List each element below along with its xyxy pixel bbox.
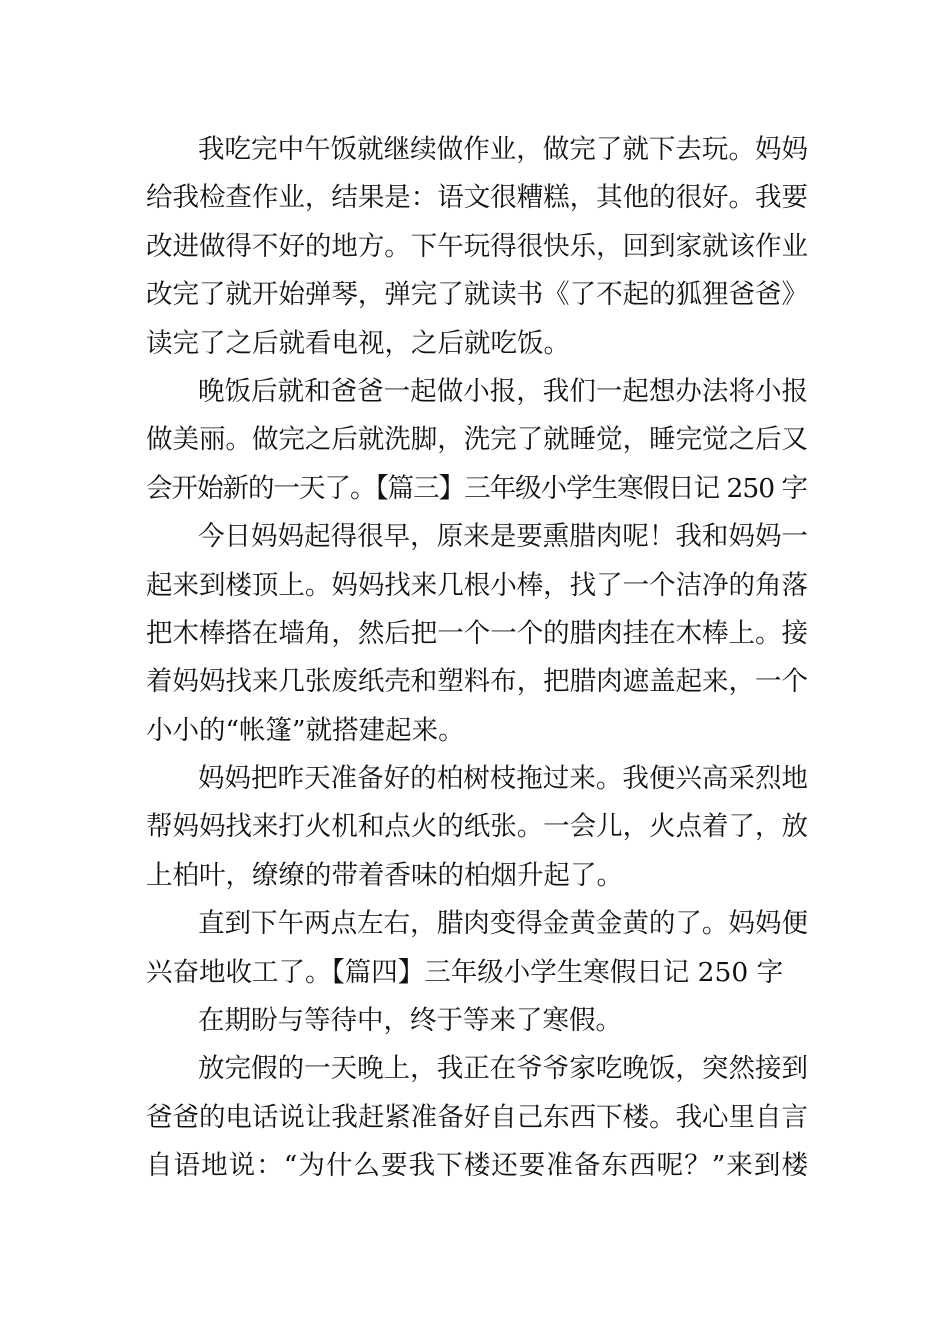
- text-line: 上柏叶，缭缭的带着香味的柏烟升起了。: [146, 859, 623, 891]
- text-line: 晚饭后就和爸爸一起做小报，我们一起想办法将小报: [198, 375, 808, 407]
- text-line: 改进做得不好的地方。下午玩得很快乐，回到家就该作业: [146, 230, 808, 262]
- text-line: 直到下午两点左右，腊肉变得金黄金黄的了。妈妈便: [198, 908, 808, 940]
- text-line: 读完了之后就看电视，之后就吃饭。: [146, 327, 570, 359]
- text-line: 放完假的一天晚上，我正在爷爷家吃晚饭，突然接到: [198, 1053, 808, 1085]
- text-line: 着妈妈找来几张废纸壳和塑料布，把腊肉遮盖起来，一个: [146, 666, 808, 698]
- text-line: 我吃完中午饭就继续做作业，做完了就下去玩。妈妈: [198, 134, 808, 165]
- text-line: 兴奋地收工了。【篇四】三年级小学生寒假日记 250 字: [146, 956, 784, 988]
- text-line: 小小的“帐篷”就搭建起来。: [146, 714, 465, 746]
- text-line: 给我检查作业，结果是：语文很糟糕，其他的很好。我要: [146, 182, 808, 214]
- text-line: 会开始新的一天了。【篇三】三年级小学生寒假日记 250 字: [146, 472, 807, 504]
- text-line: 在期盼与等待中，终于等来了寒假。: [198, 1005, 622, 1037]
- text-line: 自语地说：“为什么要我下楼还要准备东西呢？”来到楼: [146, 1150, 808, 1182]
- body-text: [146, 126, 808, 1191]
- text-line: 做美丽。做完之后就洗脚，洗完了就睡觉，睡完觉之后又: [146, 424, 808, 456]
- text-line: 起来到楼顶上。妈妈找来几根小棒，找了一个洁净的角落: [146, 569, 808, 601]
- text-line: 帮妈妈找来打火机和点火的纸张。一会儿，火点着了，放: [146, 811, 808, 843]
- text-line: 把木棒搭在墙角，然后把一个一个的腊肉挂在木棒上。接: [146, 617, 808, 649]
- text-line: 爸爸的电话说让我赶紧准备好自己东西下楼。我心里自言: [146, 1101, 808, 1133]
- text-line: 改完了就开始弹琴，弹完了就读书《了不起的狐狸爸爸》: [146, 279, 808, 311]
- text-line: 今日妈妈起得很早，原来是要熏腊肉呢！我和妈妈一: [198, 521, 808, 553]
- text-line: 妈妈把昨天准备好的柏树枝拖过来。我便兴高采烈地: [198, 763, 808, 795]
